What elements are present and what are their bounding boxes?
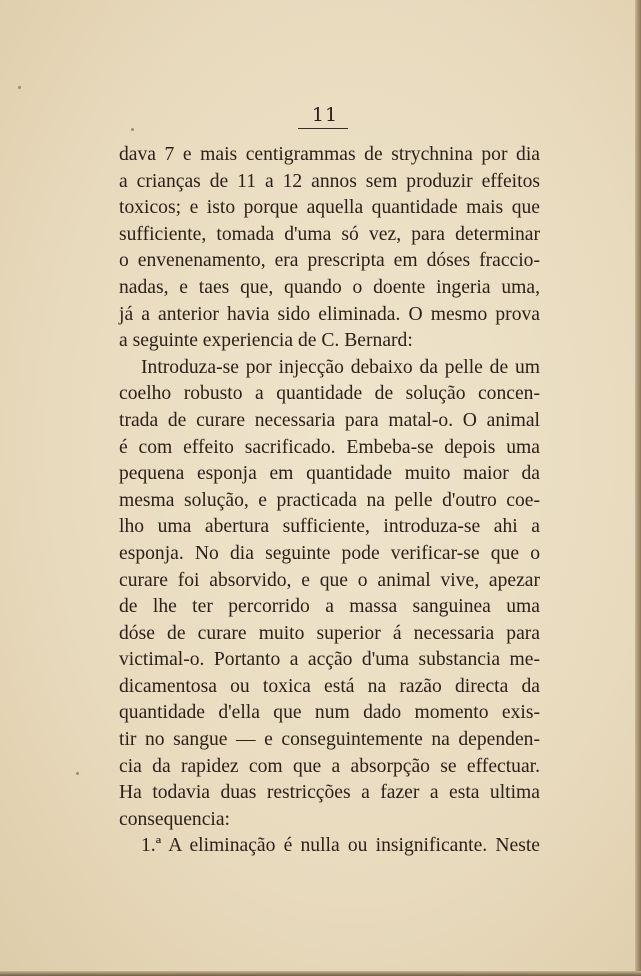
text-line: pequena esponja em quantidade muito maior da — [119, 463, 540, 485]
text-line: trada de curare necessaria para matal-o. O animal — [119, 409, 540, 431]
print-speck — [18, 86, 21, 89]
text-line: o envenenamento, era prescripta em dóses fraccio- — [119, 250, 540, 272]
text-line: toxicos; e isto porque aquella quantidade mais que — [119, 197, 540, 219]
text-line: victimal-o. Portanto a acção d'uma substancia me- — [119, 649, 540, 671]
text-line: Ha todavia duas restricções a fazer a esta ultima — [119, 782, 540, 804]
text-line: sufficiente, tomada d'uma só vez, para determinar — [119, 223, 540, 245]
page-number-rule — [298, 128, 348, 129]
text-line: a crianças de 11 a 12 annos sem produzir effeitos — [119, 170, 540, 192]
body-text — [119, 142, 540, 860]
text-line: Introduza-se por injecção debaixo da pelle de um — [141, 356, 540, 378]
page-number: 11 — [311, 104, 339, 126]
page-edge-bottom — [0, 971, 641, 976]
text-line: é com effeito sacrificado. Embeba-se depois uma — [119, 436, 540, 458]
text-line: dicamentosa ou toxica está na razão directa da — [119, 675, 540, 697]
text-line: coelho robusto a quantidade de solução concen- — [119, 383, 540, 405]
text-line: dóse de curare muito superior á necessaria para — [119, 622, 540, 644]
text-line: 1.ª A eliminação é nulla ou insignificante. Neste — [141, 835, 540, 857]
text-line: dava 7 e mais centigrammas de strychnina por dia — [119, 144, 540, 165]
text-line: cia da rapidez com que a absorpção se effectuar. — [119, 755, 540, 777]
text-line: mesma solução, e practicada na pelle d'outro coe- — [119, 489, 540, 511]
print-speck — [76, 772, 79, 775]
text-line: de lhe ter percorrido a massa sanguinea uma — [119, 596, 540, 618]
text-line: a seguinte experiencia de C. Bernard: — [119, 330, 413, 352]
print-speck — [131, 128, 134, 131]
text-line: consequencia: — [119, 808, 230, 830]
text-line: já a anterior havia sido eliminada. O mesmo prova — [119, 303, 540, 325]
text-line: esponja. No dia seguinte pode verificar-se que o — [119, 542, 540, 564]
text-line: nadas, e taes que, quando o doente ingeria uma, — [119, 276, 540, 298]
page-edge-right — [635, 0, 641, 976]
text-line: tir no sangue — e conseguintemente na dependen- — [119, 729, 540, 751]
text-line: curare foi absorvido, e que o animal vive, apezar — [119, 569, 540, 591]
text-line: quantidade d'ella que num dado momento exis- — [119, 702, 540, 724]
text-line: lho uma abertura sufficiente, introduza-se ahi a — [119, 516, 540, 538]
